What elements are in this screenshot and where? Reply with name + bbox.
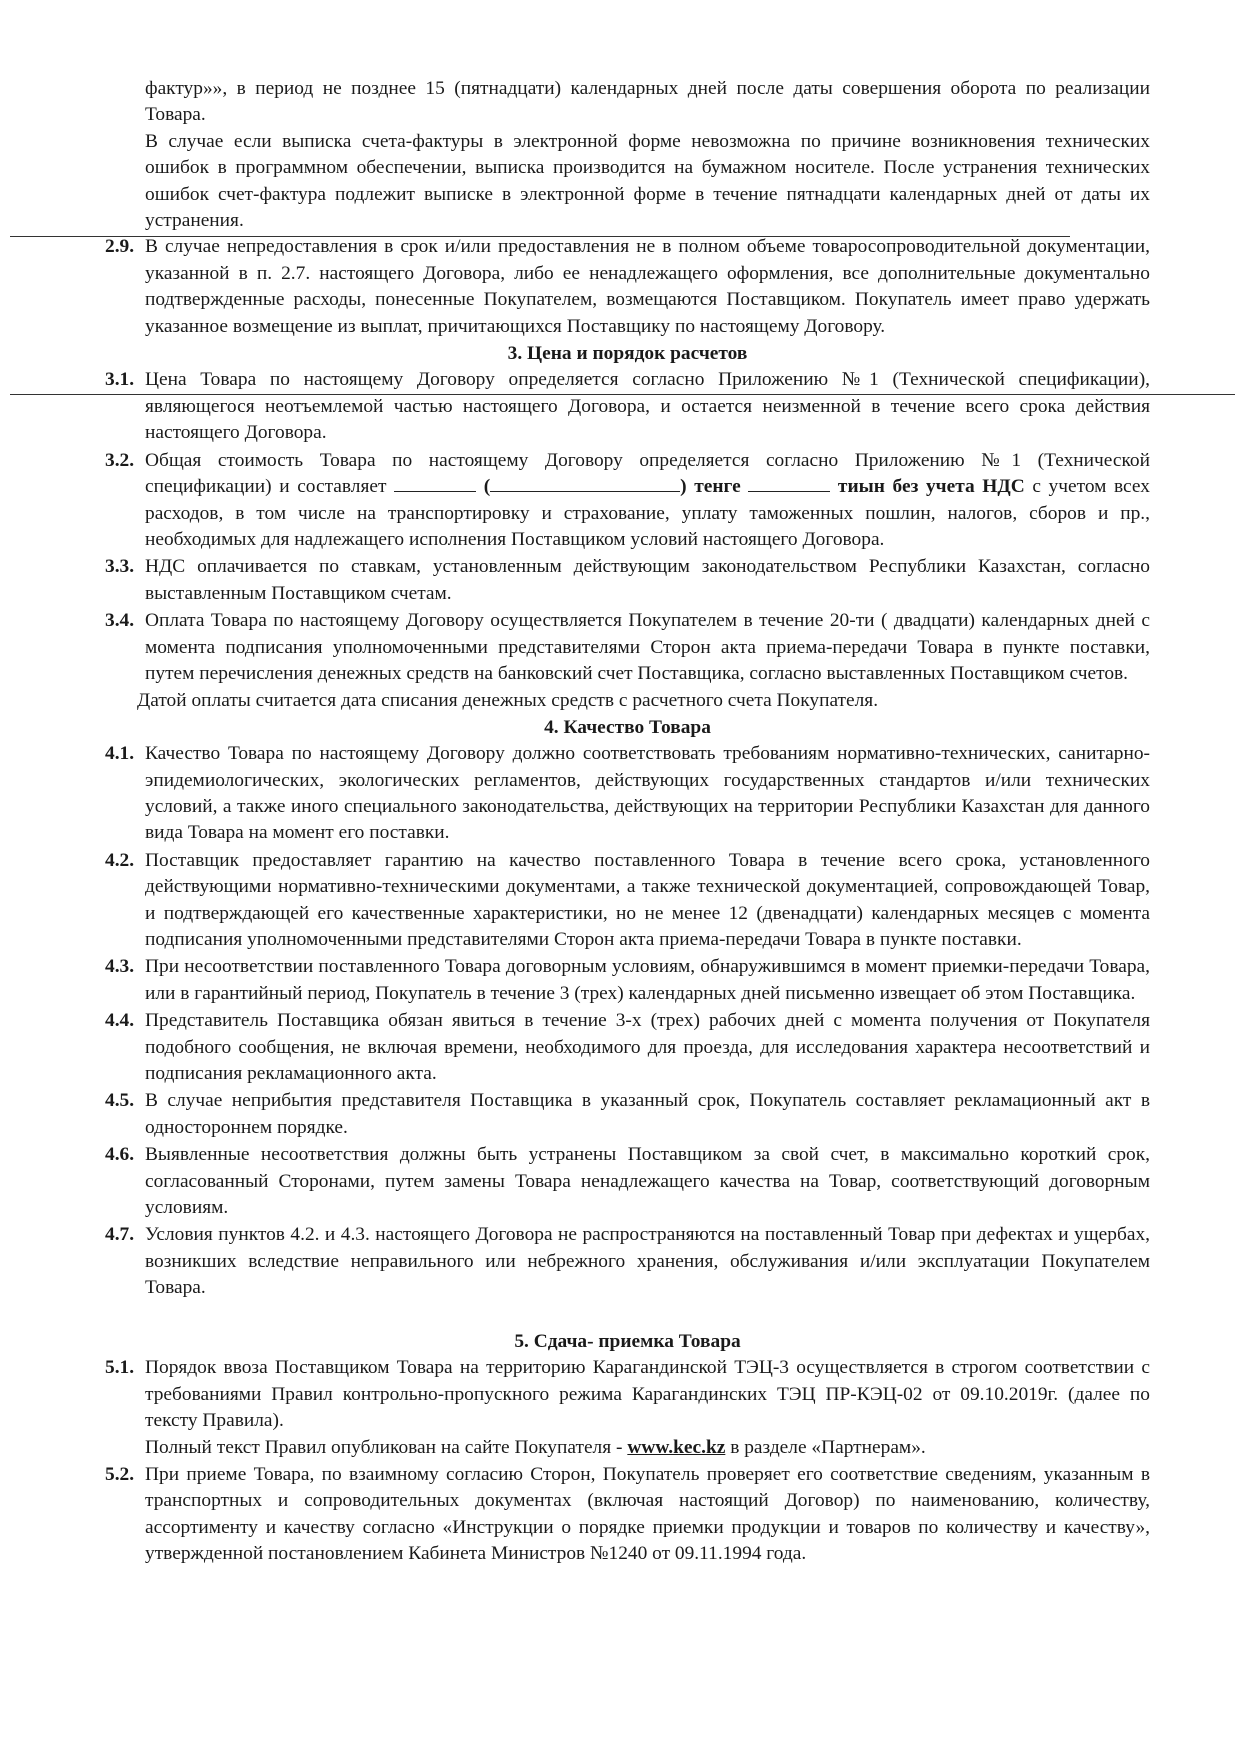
clause-number: 2.9. — [105, 236, 135, 258]
clause-5-1 — [105, 1355, 1150, 1434]
clause-4-7 — [105, 1222, 1150, 1301]
clause-number: 5.1. — [105, 1357, 135, 1379]
rules-note — [105, 1435, 1150, 1461]
section-4-clauses — [105, 741, 1150, 1302]
clause-5-2 — [105, 1462, 1150, 1568]
clause-4-3 — [105, 954, 1150, 1007]
clause-text: В случае неприбытия представителя Поставщика в указанный срок, Покупатель составляет рекламационный акт в одностороннем порядке. — [145, 1090, 1150, 1138]
clause-text: При приеме Товара, по взаимному согласию Сторон, Покупатель проверяет его соответствие сведениям, указанным в транспортных и сопроводительных документах (включая настоящий Договор) по наименованию, количеству, ассортименту и качеству согласно «Инструкции о порядке приемки продукции и товаров по количеству и качеству», утвержденной постановлением Кабинета Министров №1240 от 09.11.1994 года. — [145, 1463, 1150, 1564]
clause-number: 4.2. — [105, 849, 135, 871]
clause-text: При несоответствии поставленного Товара договорным условиям, обнаружившимся в момент приемки-передачи Товара, или в гарантийный период, Покупатель в течение 3 (трех) календарных дней письменно извещает об этом Поставщика. — [145, 956, 1150, 1004]
document-body — [105, 76, 1150, 1568]
clause-text: В случае непредоставления в срок и/или предоставления не в полном объеме товаросопроводительной документации, указанной в п. 2.7. настоящего Договора, либо ее ненадлежащего оформления, все дополнительные документально подтвержденные расходы, понесенные Покупателем, возмещаются Поставщиком. Покупатель имеет право удержать указанное возмещение из выплат, причитающихся Поставщику по настоящему Договору. — [145, 236, 1150, 337]
clause-number: 4.3. — [105, 956, 135, 978]
tenge-label: ) тенге — [680, 476, 741, 498]
clause-3-3 — [105, 554, 1150, 607]
section-3-title: 3. Цена и порядок расчетов — [507, 343, 748, 365]
clause-text: Цена Товара по настоящему Договору определяется согласно Приложению №1 (Технической спецификации), являющегося неотъемлемой частью настоящего Договора, и остается неизменной в течение всего срока действия настоящего Договора. — [145, 369, 1150, 444]
spacer — [105, 1303, 1150, 1329]
amount-blank — [394, 475, 476, 492]
clause-4-1 — [105, 741, 1150, 847]
clause-text-part: с учетом всех расходов, в том числе на транспортировку и страхование, уплату таможенных пошлин, налогов, сборов и пр., необходимых для надлежащего исполнения Поставщиком условий настоящего Договора. — [145, 476, 1150, 550]
paren-open: ( — [483, 476, 491, 498]
clause-3-1 — [105, 367, 1150, 446]
clause-text: Представитель Поставщика обязан явиться в течение 3-х (трех) рабочих дней с момента получения от Покупателя подобного сообщения, не включая времени, необходимого для проезда, для исследования характера несоответствий и подписания рекламационного акта. — [145, 1010, 1150, 1085]
clause-4-5 — [105, 1088, 1150, 1141]
clause-number: 4.6. — [105, 1144, 135, 1166]
clause-text — [145, 448, 1150, 554]
clause-text: Качество Товара по настоящему Договору должно соответствовать требованиям нормативно-технических, санитарно-эпидемиологических, экологических регламентов, действующих государственных стандартов и/или технических условий, а также иного специального законодательства, действующих на территории Республики Казахстан для данного вида Товара на момент его поставки. — [145, 743, 1150, 844]
intro-paragraph: В случае если выписка счета-фактуры в электронной форме невозможна по причине возникновения технических ошибок в программном обеспечении, выписка производится на бумажном носителе. После устранения технических ошибок счет-фактура подлежит выписке в электронной форме в течение пятнадцати календарных дней от даты их устранения. — [145, 130, 1150, 232]
clause-text: НДС оплачивается по ставкам, установленным действующим законодательством Республики Казахстан, согласно выставленным Поставщиком счетам. — [145, 556, 1150, 604]
clause-number: 3.4. — [105, 610, 135, 632]
clause-number: 4.4. — [105, 1010, 135, 1032]
payment-date-note: Датой оплаты считается дата списания денежных средств с расчетного счета Покупателя. — [137, 690, 879, 712]
clause-4-4 — [105, 1008, 1150, 1087]
clause-4-2 — [105, 848, 1150, 954]
clause-number: 3.2. — [105, 449, 135, 471]
clause-text: Порядок ввоза Поставщиком Товара на территорию Карагандинской ТЭЦ-3 осуществляется в строгом соответствии с требованиями Правил контрольно-пропускного режима Карагандинских ТЭЦ ПР-КЭЦ-02 от 09.10.2019г. (далее по тексту Правила). — [145, 1357, 1150, 1431]
clause-2-9 — [105, 234, 1150, 340]
section-5-title: 5. Сдача- приемка Товара — [514, 1330, 741, 1352]
clause-text: Поставщик предоставляет гарантию на качество поставленного Товара в течение всего срока, установленного действующими нормативно-техническими документами, а также технической документацией, сопровождающей Товар, и подтверждающей его качественные характеристики, но не менее 12 (двенадцати) календарных месяцев с момента подписания уполномоченными представителями Сторон акта приема-передачи Товара в пункте поставки. — [145, 849, 1150, 950]
tiyn-label: тиын без учета НДС — [837, 476, 1025, 498]
clause-text: Оплата Товара по настоящему Договору осуществляется Покупателем в течение 20-ти ( двадцати) календарных дней с момента подписания уполномоченными представителями Сторон акта приема-передачи Товара в пункте поставки, путем перечисления денежных средств на банковский счет Поставщика, согласно выставленных Поставщиком счетов. — [145, 610, 1150, 684]
section-4-title: 4. Качество Товара — [544, 716, 711, 738]
amount-words-blank — [490, 475, 680, 492]
website-link[interactable]: www.kec.kz — [627, 1437, 726, 1459]
clause-number: 5.2. — [105, 1463, 135, 1485]
clause-number: 3.3. — [105, 556, 135, 578]
clause-text: Условия пунктов 4.2. и 4.3. настоящего Договора не распространяются на поставленный Товар при дефектах и ущербах, возникших вследствие неправильного или небрежного хранения, обслуживания и/или эксплуатации Покупателем Товара. — [145, 1224, 1150, 1299]
clause-4-6 — [105, 1142, 1150, 1221]
tiyn-blank — [748, 475, 830, 492]
intro-paragraph: фактур»», в период не позднее 15 (пятнадцати) календарных дней после даты совершения оборота по реализации Товара. — [145, 78, 1150, 126]
clause-number: 4.7. — [105, 1224, 135, 1246]
clause-text-part: Общая стоимость Товара по настоящему Договору определяется согласно Приложению №1 (Технической спецификации) и составляет — [145, 449, 1150, 498]
clause-text: Выявленные несоответствия должны быть устранены Поставщиком за свой счет, в максимально короткий срок, согласованный Сторонами, путем замены Товара ненадлежащего качества на Товар, соответствующий договорным условиям. — [145, 1144, 1150, 1219]
clause-3-2 — [105, 448, 1150, 554]
clause-number: 4.1. — [105, 743, 135, 765]
rules-note-text: Полный текст Правил опубликован на сайте Покупателя - — [145, 1437, 623, 1459]
rules-note-text: в разделе «Партнерам». — [725, 1437, 926, 1459]
clause-number: 3.1. — [105, 369, 135, 391]
clause-number: 4.5. — [105, 1090, 135, 1112]
clause-3-4 — [105, 608, 1150, 687]
